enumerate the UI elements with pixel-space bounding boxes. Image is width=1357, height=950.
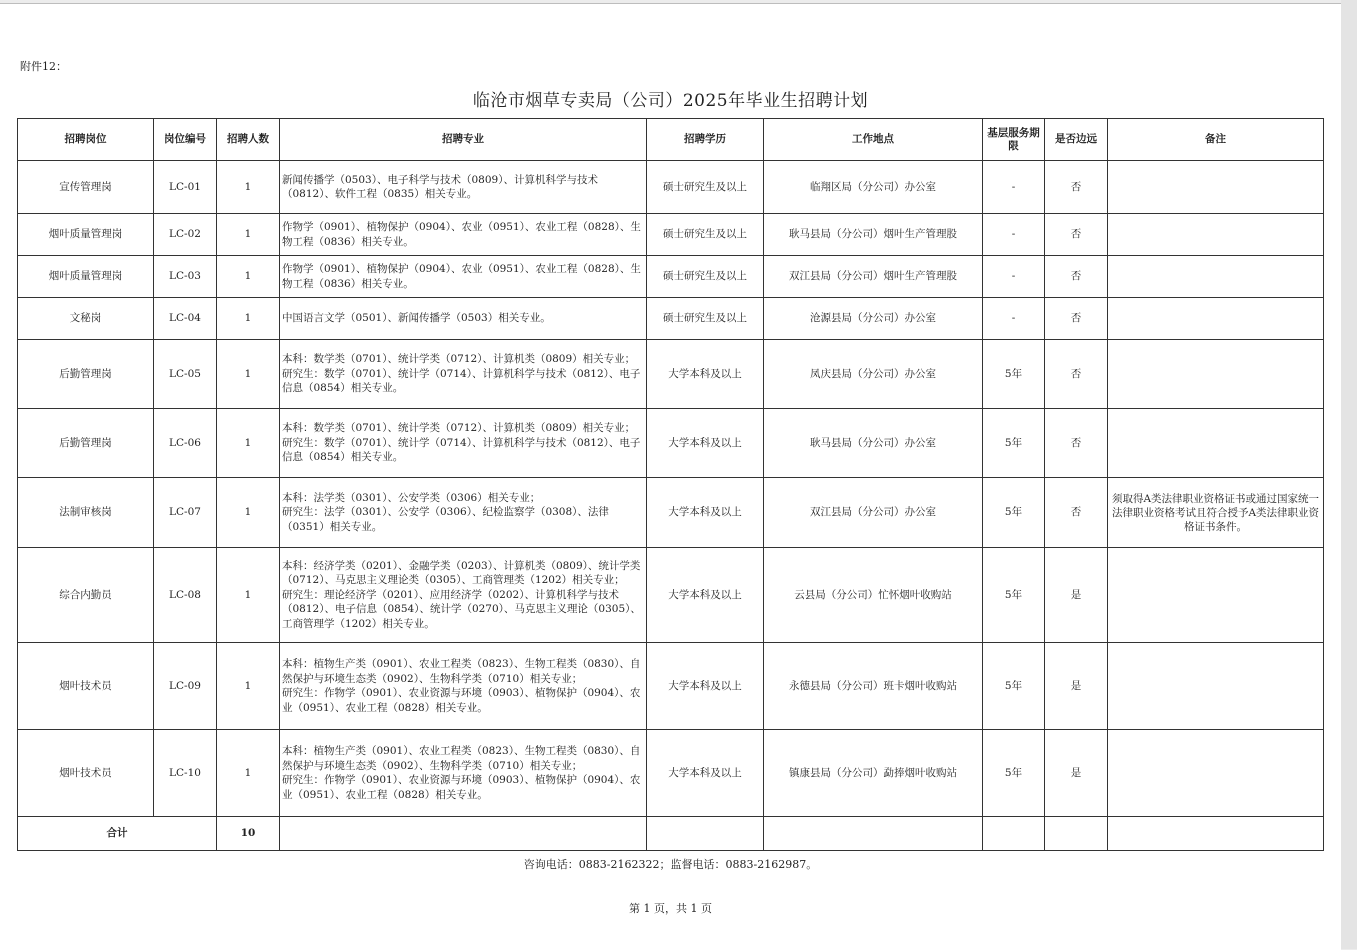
cell-position: 综合内勤员 xyxy=(18,548,154,643)
cell-note xyxy=(1108,730,1324,817)
table-row xyxy=(18,340,1324,409)
table-header-row xyxy=(18,119,1324,161)
cell-code: LC-05 xyxy=(154,340,217,409)
cell-service-term: - xyxy=(983,256,1045,298)
total-empty-remote xyxy=(1045,817,1108,851)
cell-position: 后勤管理岗 xyxy=(18,409,154,478)
total-empty-service-term xyxy=(983,817,1045,851)
cell-location: 双江县局（分公司）办公室 xyxy=(764,478,983,548)
cell-major: 中国语言文学（0501）、新闻传播学（0503）相关专业。 xyxy=(280,298,647,340)
cell-education: 大学本科及以上 xyxy=(647,548,764,643)
cell-location: 临翔区局（分公司）办公室 xyxy=(764,161,983,214)
cell-education: 硕士研究生及以上 xyxy=(647,256,764,298)
header-education: 招聘学历 xyxy=(647,119,764,161)
cell-major: 本科：植物生产类（0901）、农业工程类（0823）、生物工程类（0830）、自然保护与环境生态类（0902）、生物科学类（0710）相关专业； 研究生：作物学（0901）、农业资源与环境（0903）、植物保护（0904）、农业（0951）、农业工程（0828）相关专业。 xyxy=(280,730,647,817)
cell-major: 本科：数学类（0701）、统计学类（0712）、计算机类（0809）相关专业； 研究生：数学（0701）、统计学（0714）、计算机科学与技术（0812）、电子信息（0854）相关专业。 xyxy=(280,340,647,409)
cell-major: 作物学（0901）、植物保护（0904）、农业（0951）、农业工程（0828）、生物工程（0836）相关专业。 xyxy=(280,214,647,256)
cell-location: 凤庆县局（分公司）办公室 xyxy=(764,340,983,409)
cell-service-term: - xyxy=(983,161,1045,214)
cell-code: LC-09 xyxy=(154,643,217,730)
header-service-term: 基层服务期限 xyxy=(983,119,1045,161)
total-empty-location xyxy=(764,817,983,851)
cell-remote: 是 xyxy=(1045,643,1108,730)
cell-count: 1 xyxy=(217,340,280,409)
cell-remote: 否 xyxy=(1045,298,1108,340)
contact-line: 咨询电话：0883-2162322；监督电话：0883-2162987。 xyxy=(523,858,818,871)
cell-code: LC-06 xyxy=(154,409,217,478)
cell-position: 后勤管理岗 xyxy=(18,340,154,409)
cell-position: 文秘岗 xyxy=(18,298,154,340)
cell-education: 大学本科及以上 xyxy=(647,340,764,409)
cell-count: 1 xyxy=(217,256,280,298)
cell-remote: 是 xyxy=(1045,548,1108,643)
cell-count: 1 xyxy=(217,214,280,256)
total-row xyxy=(18,817,1324,851)
table-row xyxy=(18,214,1324,256)
total-empty-note xyxy=(1108,817,1324,851)
total-empty-major xyxy=(280,817,647,851)
cell-note xyxy=(1108,643,1324,730)
recruitment-plan-table xyxy=(17,118,1324,851)
cell-remote: 否 xyxy=(1045,214,1108,256)
cell-service-term: - xyxy=(983,214,1045,256)
cell-note xyxy=(1108,161,1324,214)
header-code: 岗位编号 xyxy=(154,119,217,161)
header-note: 备注 xyxy=(1108,119,1324,161)
table-row xyxy=(18,548,1324,643)
cell-major: 新闻传播学（0503）、电子科学与技术（0809）、计算机科学与技术（0812）、软件工程（0835）相关专业。 xyxy=(280,161,647,214)
cell-education: 硕士研究生及以上 xyxy=(647,161,764,214)
cell-position: 烟叶技术员 xyxy=(18,643,154,730)
cell-remote: 否 xyxy=(1045,340,1108,409)
header-location: 工作地点 xyxy=(764,119,983,161)
document-title: 临沧市烟草专卖局（公司）2025年毕业生招聘计划 xyxy=(472,91,869,111)
cell-service-term: 5年 xyxy=(983,478,1045,548)
total-label: 合计 xyxy=(18,817,217,851)
attachment-label: 附件12： xyxy=(20,60,67,73)
cell-count: 1 xyxy=(217,548,280,643)
cell-note xyxy=(1108,256,1324,298)
cell-location: 镇康县局（分公司）勐捧烟叶收购站 xyxy=(764,730,983,817)
cell-count: 1 xyxy=(217,730,280,817)
total-empty-education xyxy=(647,817,764,851)
cell-major: 作物学（0901）、植物保护（0904）、农业（0951）、农业工程（0828）、生物工程（0836）相关专业。 xyxy=(280,256,647,298)
total-count: 10 xyxy=(217,817,280,851)
cell-note: 须取得A类法律职业资格证书或通过国家统一法律职业资格考试且符合授予A类法律职业资格证书条件。 xyxy=(1108,478,1324,548)
cell-position: 宣传管理岗 xyxy=(18,161,154,214)
cell-service-term: 5年 xyxy=(983,548,1045,643)
cell-service-term: 5年 xyxy=(983,409,1045,478)
table-row xyxy=(18,730,1324,817)
cell-note xyxy=(1108,409,1324,478)
cell-major: 本科：法学类（0301）、公安学类（0306）相关专业； 研究生：法学（0301）、公安学（0306）、纪检监察学（0308）、法律（0351）相关专业。 xyxy=(280,478,647,548)
cell-remote: 否 xyxy=(1045,161,1108,214)
cell-code: LC-01 xyxy=(154,161,217,214)
cell-count: 1 xyxy=(217,298,280,340)
cell-location: 云县局（分公司）忙怀烟叶收购站 xyxy=(764,548,983,643)
cell-count: 1 xyxy=(217,478,280,548)
cell-remote: 是 xyxy=(1045,730,1108,817)
cell-code: LC-04 xyxy=(154,298,217,340)
cell-count: 1 xyxy=(217,409,280,478)
header-remote: 是否边远 xyxy=(1045,119,1108,161)
cell-location: 永德县局（分公司）班卡烟叶收购站 xyxy=(764,643,983,730)
cell-service-term: 5年 xyxy=(983,340,1045,409)
cell-major: 本科：经济学类（0201）、金融学类（0203）、计算机类（0809）、统计学类（0712）、马克思主义理论类（0305）、工商管理类（1202）相关专业； 研究生：理论经济学（0201）、应用经济学（0202）、计算机科学与技术（0812）、电子信息（0854）、统计学（0270）、马克思主义理论（0305）、工商管理学（1202）相关专业。 xyxy=(280,548,647,643)
cell-major: 本科：植物生产类（0901）、农业工程类（0823）、生物工程类（0830）、自然保护与环境生态类（0902）、生物科学类（0710）相关专业； 研究生：作物学（0901）、农业资源与环境（0903）、植物保护（0904）、农业（0951）、农业工程（0828）相关专业。 xyxy=(280,643,647,730)
cell-count: 1 xyxy=(217,161,280,214)
cell-code: LC-08 xyxy=(154,548,217,643)
cell-code: LC-02 xyxy=(154,214,217,256)
page-number: 第 1 页，共 1 页 xyxy=(629,902,712,915)
cell-code: LC-07 xyxy=(154,478,217,548)
cell-note xyxy=(1108,298,1324,340)
cell-education: 大学本科及以上 xyxy=(647,478,764,548)
cell-remote: 否 xyxy=(1045,256,1108,298)
cell-position: 烟叶技术员 xyxy=(18,730,154,817)
cell-code: LC-03 xyxy=(154,256,217,298)
cell-education: 大学本科及以上 xyxy=(647,730,764,817)
cell-location: 耿马县局（分公司）办公室 xyxy=(764,409,983,478)
cell-education: 硕士研究生及以上 xyxy=(647,298,764,340)
table-row xyxy=(18,256,1324,298)
cell-location: 耿马县局（分公司）烟叶生产管理股 xyxy=(764,214,983,256)
header-position: 招聘岗位 xyxy=(18,119,154,161)
document-page xyxy=(0,3,1341,950)
cell-note xyxy=(1108,340,1324,409)
cell-service-term: 5年 xyxy=(983,643,1045,730)
cell-note xyxy=(1108,548,1324,643)
cell-location: 沧源县局（分公司）办公室 xyxy=(764,298,983,340)
viewer-scroll-edge[interactable] xyxy=(1341,0,1357,949)
cell-position: 烟叶质量管理岗 xyxy=(18,214,154,256)
table-row xyxy=(18,478,1324,548)
cell-remote: 否 xyxy=(1045,478,1108,548)
cell-service-term: 5年 xyxy=(983,730,1045,817)
cell-education: 硕士研究生及以上 xyxy=(647,214,764,256)
table-row xyxy=(18,298,1324,340)
cell-education: 大学本科及以上 xyxy=(647,409,764,478)
cell-education: 大学本科及以上 xyxy=(647,643,764,730)
header-count: 招聘人数 xyxy=(217,119,280,161)
cell-code: LC-10 xyxy=(154,730,217,817)
header-major: 招聘专业 xyxy=(280,119,647,161)
cell-position: 法制审核岗 xyxy=(18,478,154,548)
cell-location: 双江县局（分公司）烟叶生产管理股 xyxy=(764,256,983,298)
table-row xyxy=(18,643,1324,730)
cell-remote: 否 xyxy=(1045,409,1108,478)
table-row xyxy=(18,161,1324,214)
cell-major: 本科：数学类（0701）、统计学类（0712）、计算机类（0809）相关专业； 研究生：数学（0701）、统计学（0714）、计算机科学与技术（0812）、电子信息（0854）相关专业。 xyxy=(280,409,647,478)
cell-position: 烟叶质量管理岗 xyxy=(18,256,154,298)
table-row xyxy=(18,409,1324,478)
cell-note xyxy=(1108,214,1324,256)
cell-service-term: - xyxy=(983,298,1045,340)
cell-count: 1 xyxy=(217,643,280,730)
